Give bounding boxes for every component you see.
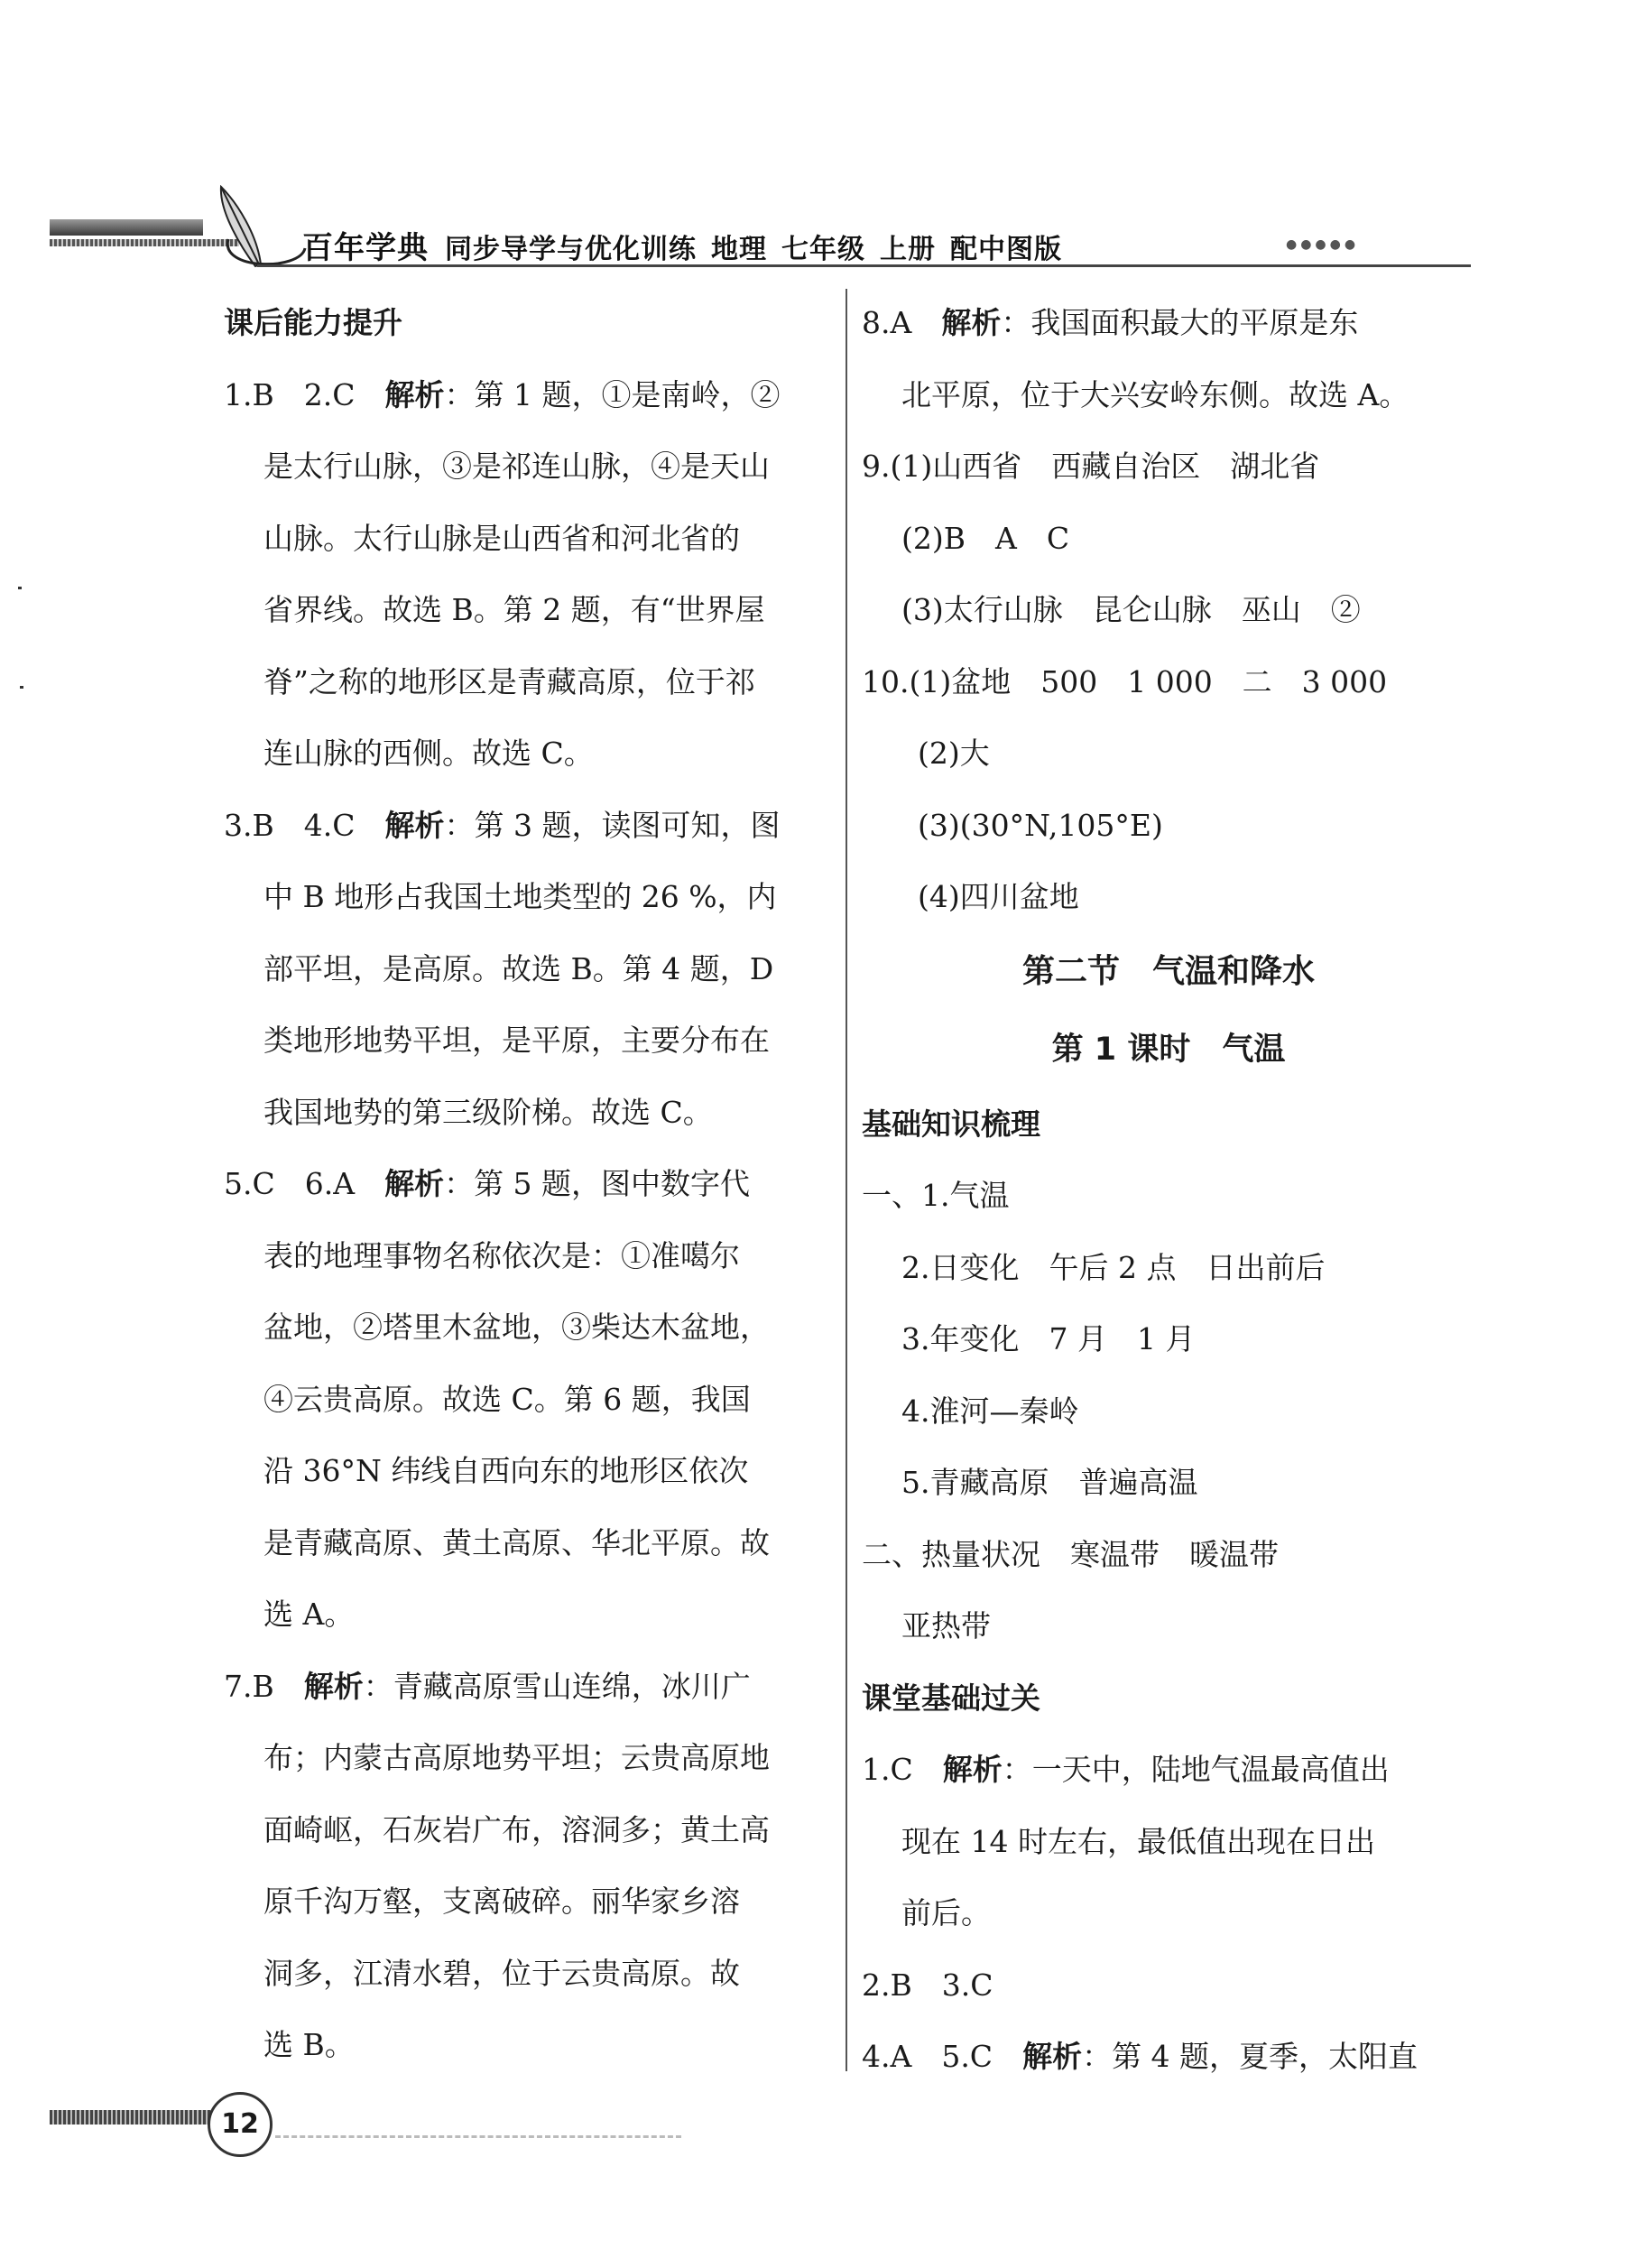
right-answer-block-1 bbox=[862, 287, 1475, 933]
header-dots: ●●●●● bbox=[1286, 237, 1360, 252]
answer-key: 7.B bbox=[224, 1668, 304, 1704]
answer-line: (3)太行山脉 昆仑山脉 巫山 ② bbox=[901, 592, 1361, 627]
lesson-title: 第 1 课时 气温 bbox=[1051, 1031, 1286, 1068]
analysis-label: 解析 bbox=[384, 807, 445, 843]
heading-class-basics: 课堂基础过关 bbox=[862, 1680, 1040, 1716]
page-footer bbox=[50, 2092, 681, 2164]
column-divider bbox=[846, 289, 847, 2071]
answer-key: 3.B 4.C bbox=[224, 807, 385, 843]
section-heading: 课后能力提升 bbox=[224, 305, 402, 340]
right-answer-block-2 bbox=[862, 1160, 1475, 1662]
answer-line: 盆地，②塔里木盆地，③柴达木盆地， bbox=[263, 1310, 770, 1345]
answer-line: 3.年变化 7 月 1 月 bbox=[901, 1321, 1196, 1356]
answer-line: 10.(1)盆地 500 1 000 二 3 000 bbox=[862, 663, 1388, 699]
right-answer-block-3 bbox=[862, 1734, 1475, 2093]
header-title bbox=[302, 223, 1062, 267]
answer-line: (2)大 bbox=[918, 736, 990, 771]
answer-line: 原千沟万壑，支离破碎。丽华家乡溶 bbox=[263, 1884, 740, 1919]
analysis-label: 解析 bbox=[1022, 2039, 1083, 2074]
answer-line: 4.淮河—秦岭 bbox=[901, 1393, 1079, 1429]
answer-line bbox=[862, 1734, 1475, 1806]
analysis-text: ：第 3 题，读图可知，图 bbox=[444, 807, 781, 843]
section-title: 第二节 气温和降水 bbox=[1021, 952, 1315, 990]
grade: 七年级 bbox=[781, 234, 865, 265]
analysis-label: 解析 bbox=[941, 305, 1002, 340]
answer-line bbox=[862, 287, 1475, 359]
answer-line: 类地形地势平坦，是平原，主要分布在 bbox=[263, 1023, 770, 1058]
brand-name: 百年学典 bbox=[302, 230, 429, 266]
answer-line: 省界线。故选 B。第 2 题，有“世界屋 bbox=[263, 592, 765, 627]
answer-line: 一、1.气温 bbox=[862, 1178, 1010, 1213]
answer-line: 二、热量状况 寒温带 暖温带 bbox=[862, 1536, 1279, 1572]
answer-line: (4)四川盆地 bbox=[918, 879, 1079, 914]
answer-line bbox=[224, 359, 828, 431]
answer-key: 1.B 2.C bbox=[224, 376, 385, 412]
heading-basic-knowledge: 基础知识梳理 bbox=[862, 1106, 1040, 1142]
answer-line: 布；内蒙古高原地势平坦；云贵高原地 bbox=[263, 1740, 770, 1775]
answer-line: 现在 14 时左右，最低值出现在日出 bbox=[901, 1823, 1375, 1859]
answer-line: 5.青藏高原 普遍高温 bbox=[901, 1465, 1198, 1500]
answer-line bbox=[224, 1148, 828, 1220]
answer-key: 4.A 5.C bbox=[862, 2039, 1023, 2074]
answer-line: 前后。 bbox=[901, 1895, 991, 1930]
answer-line bbox=[224, 790, 828, 862]
scan-mark bbox=[20, 686, 23, 689]
answer-line: 中 B 地形占我国土地类型的 26 %，内 bbox=[263, 879, 777, 914]
answer-key: 5.C 6.A bbox=[224, 1166, 385, 1201]
right-column bbox=[862, 287, 1475, 2093]
answer-line: 亚热带 bbox=[901, 1608, 991, 1643]
answer-line: ④云贵高原。故选 C。第 6 题，我国 bbox=[263, 1381, 751, 1417]
analysis-label: 解析 bbox=[942, 1752, 1003, 1787]
subject: 地理 bbox=[711, 234, 767, 265]
answer-line: 我国地势的第三级阶梯。故选 C。 bbox=[263, 1094, 713, 1130]
answer-line: (2)B A C bbox=[901, 520, 1070, 556]
analysis-label: 解析 bbox=[384, 1166, 445, 1201]
quill-icon bbox=[201, 185, 319, 271]
analysis-text: ：一天中，陆地气温最高值出 bbox=[1002, 1752, 1390, 1787]
page-number: 12 bbox=[208, 2092, 273, 2157]
answer-line: 表的地理事物名称依次是：①准噶尔 bbox=[263, 1237, 740, 1273]
answer-line: 选 A。 bbox=[263, 1597, 355, 1632]
answer-line: 是太行山脉，③是祁连山脉，④是天山 bbox=[263, 449, 770, 484]
left-column bbox=[224, 287, 828, 2081]
answer-line: 9.(1)山西省 西藏自治区 湖北省 bbox=[862, 449, 1320, 484]
answer-line bbox=[862, 2021, 1475, 2093]
answer-line: (3)(30°N,105°E) bbox=[918, 807, 1163, 843]
analysis-label: 解析 bbox=[303, 1668, 364, 1704]
edition: 配中图版 bbox=[950, 234, 1062, 265]
series-name: 同步导学与优化训练 bbox=[445, 234, 697, 265]
analysis-text: ：青藏高原雪山连绵，冰川广 bbox=[363, 1668, 751, 1704]
answer-key: 1.C bbox=[862, 1752, 943, 1787]
answer-line bbox=[224, 1651, 828, 1723]
answer-line: 面崎岖，石灰岩广布，溶洞多；黄土高 bbox=[263, 1811, 770, 1847]
answer-line: 部平坦，是高原。故选 B。第 4 题，D bbox=[263, 950, 774, 986]
scan-mark bbox=[18, 587, 22, 589]
answer-line: 洞多，江清水碧，位于云贵高原。故 bbox=[263, 1955, 740, 1991]
answer-line: 是青藏高原、黄土高原、华北平原。故 bbox=[263, 1524, 770, 1560]
answer-line: 脊”之称的地形区是青藏高原，位于祁 bbox=[263, 663, 755, 699]
analysis-text: ：第 1 题，①是南岭，② bbox=[444, 376, 781, 412]
analysis-text: ：第 4 题，夏季，太阳直 bbox=[1082, 2039, 1419, 2074]
answer-line: 沿 36°N 纬线自西向东的地形区依次 bbox=[263, 1453, 749, 1488]
left-answer-lines bbox=[224, 359, 828, 2081]
footer-dashed-rule bbox=[275, 2135, 681, 2138]
footer-decor-stripes bbox=[50, 2110, 212, 2125]
header-decor-bar bbox=[50, 219, 203, 236]
answer-line: 山脉。太行山脉是山西省和河北省的 bbox=[263, 520, 740, 556]
analysis-text: ：第 5 题，图中数字代 bbox=[444, 1166, 751, 1201]
page-header bbox=[50, 185, 1471, 275]
answer-line: 连山脉的西侧。故选 C。 bbox=[263, 736, 594, 771]
answer-line: 北平原，位于大兴安岭东侧。故选 A。 bbox=[901, 376, 1409, 412]
answer-key: 8.A bbox=[862, 305, 942, 340]
answer-line: 2.日变化 午后 2 点 日出前后 bbox=[901, 1249, 1326, 1285]
analysis-text: ：我国面积最大的平原是东 bbox=[1001, 305, 1359, 340]
analysis-label: 解析 bbox=[384, 376, 445, 412]
answer-line: 2.B 3.C bbox=[862, 1967, 993, 2003]
answer-line: 选 B。 bbox=[263, 2027, 355, 2062]
volume: 上册 bbox=[880, 234, 936, 265]
